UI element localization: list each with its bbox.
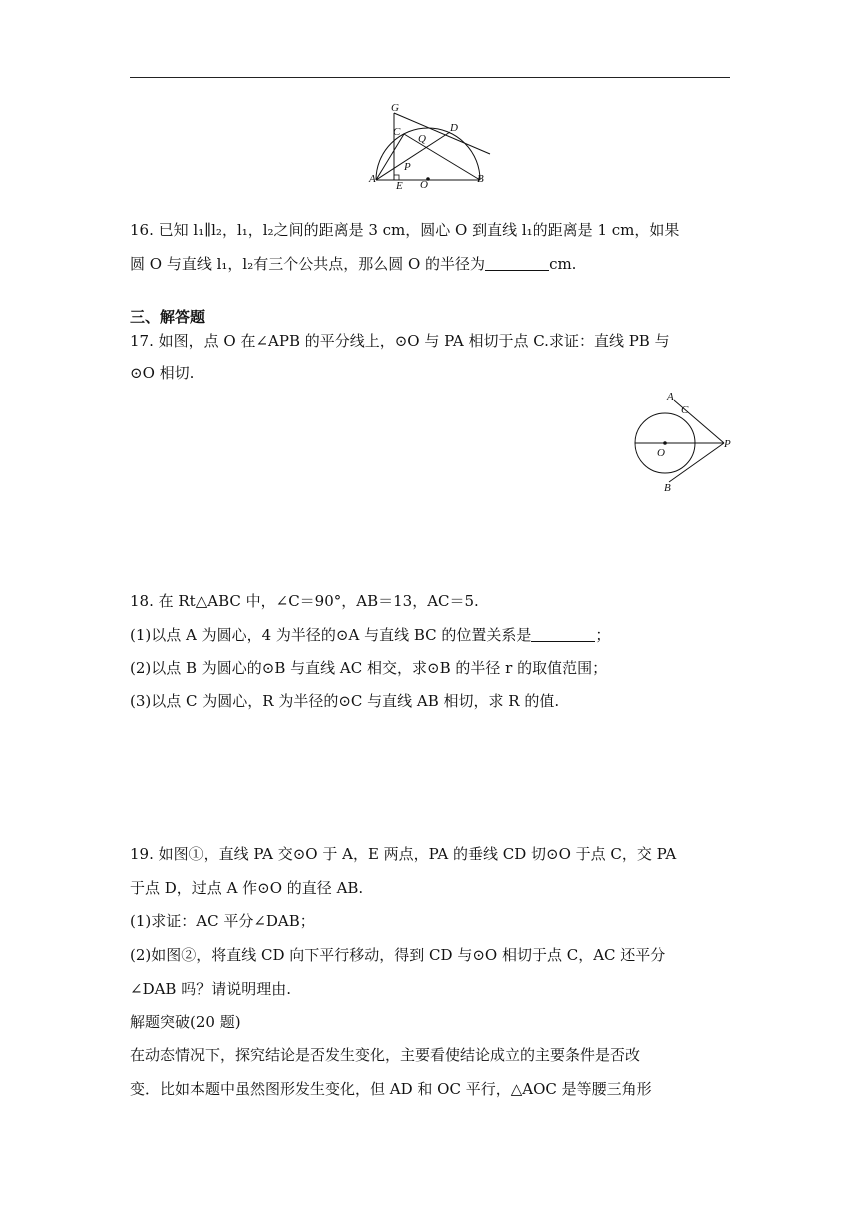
label-p: P	[404, 161, 411, 173]
q19-part2-line2: ∠DAB 吗？请说明理由.	[130, 980, 291, 998]
label-p: P	[724, 438, 731, 450]
tip-title: 解题突破(20 题)	[130, 1013, 241, 1031]
tip-line1: 在动态情况下，探究结论是否发生变化，主要看使结论成立的主要条件是否改	[130, 1046, 641, 1064]
q18-part1-end: ；	[595, 626, 611, 644]
tip-line2: 变．比如本题中虽然图形发生变化，但 AD 和 OC 平行，△AOC 是等腰三角形	[130, 1080, 652, 1098]
q19-line1: 19. 如图①，直线 PA 交⊙O 于 A，E 两点，PA 的垂线 CD 切⊙O 于点 C，交 PA	[130, 845, 677, 863]
label-e: E	[396, 180, 403, 190]
tangent-circle-figure	[628, 390, 738, 496]
q17-line2: ⊙O 相切.	[130, 364, 195, 382]
q16-line2	[130, 252, 730, 276]
label-q: Q	[418, 133, 426, 145]
label-o: O	[420, 179, 428, 190]
answer-blank	[531, 626, 595, 642]
q18-part3: (3)以点 C 为圆心，R 为半径的⊙C 与直线 AB 相切，求 R 的值.	[130, 692, 560, 710]
label-b: B	[664, 482, 671, 494]
label-a: A	[369, 173, 376, 185]
label-a: A	[667, 391, 674, 403]
q16-line2-text: 圆 O 与直线 l₁，l₂有三个公共点，那么圆 O 的半径为	[130, 255, 486, 273]
q19-line2: 于点 D，过点 A 作⊙O 的直径 AB.	[130, 879, 364, 897]
label-c: C	[393, 126, 401, 138]
q19-part2-line1: (2)如图②，将直线 CD 向下平行移动，得到 CD 与⊙O 相切于点 C，AC 还平分	[130, 946, 666, 964]
label-b: B	[477, 173, 484, 185]
header-rule	[130, 77, 730, 78]
line-cb	[404, 134, 480, 180]
q19-part1: (1)求证：AC 平分∠DAB；	[130, 912, 315, 930]
chord-ac	[376, 134, 404, 180]
center-dot-o	[663, 441, 667, 445]
section-title: 三、解答题	[130, 308, 206, 326]
label-d: D	[450, 122, 458, 134]
label-g: G	[391, 102, 399, 114]
tangent-line	[394, 113, 490, 154]
q16-line1: 16. 已知 l₁∥l₂，l₁，l₂之间的距离是 3 cm，圆心 O 到直线 l₁的距离是 1 cm，如果	[130, 221, 680, 239]
q17-line1: 17. 如图，点 O 在∠APB 的平分线上，⊙O 与 PA 相切于点 C.求证：直线 PB 与	[130, 332, 670, 350]
tangent-pb	[669, 443, 724, 482]
semicircle-figure	[362, 98, 498, 190]
label-c: C	[681, 404, 689, 416]
q18-part1	[130, 623, 730, 647]
q18-part1-text: (1)以点 A 为圆心，4 为半径的⊙A 与直线 BC 的位置关系是	[130, 626, 532, 644]
q18-line1: 18. 在 Rt△ABC 中，∠C＝90°，AB＝13，AC＝5.	[130, 592, 479, 610]
answer-blank	[485, 255, 549, 271]
q18-part2: (2)以点 B 为圆心的⊙B 与直线 AC 相交，求⊙B 的半径 r 的取值范围；	[130, 659, 608, 677]
q16-unit: cm.	[549, 255, 577, 273]
label-o: O	[657, 447, 665, 459]
